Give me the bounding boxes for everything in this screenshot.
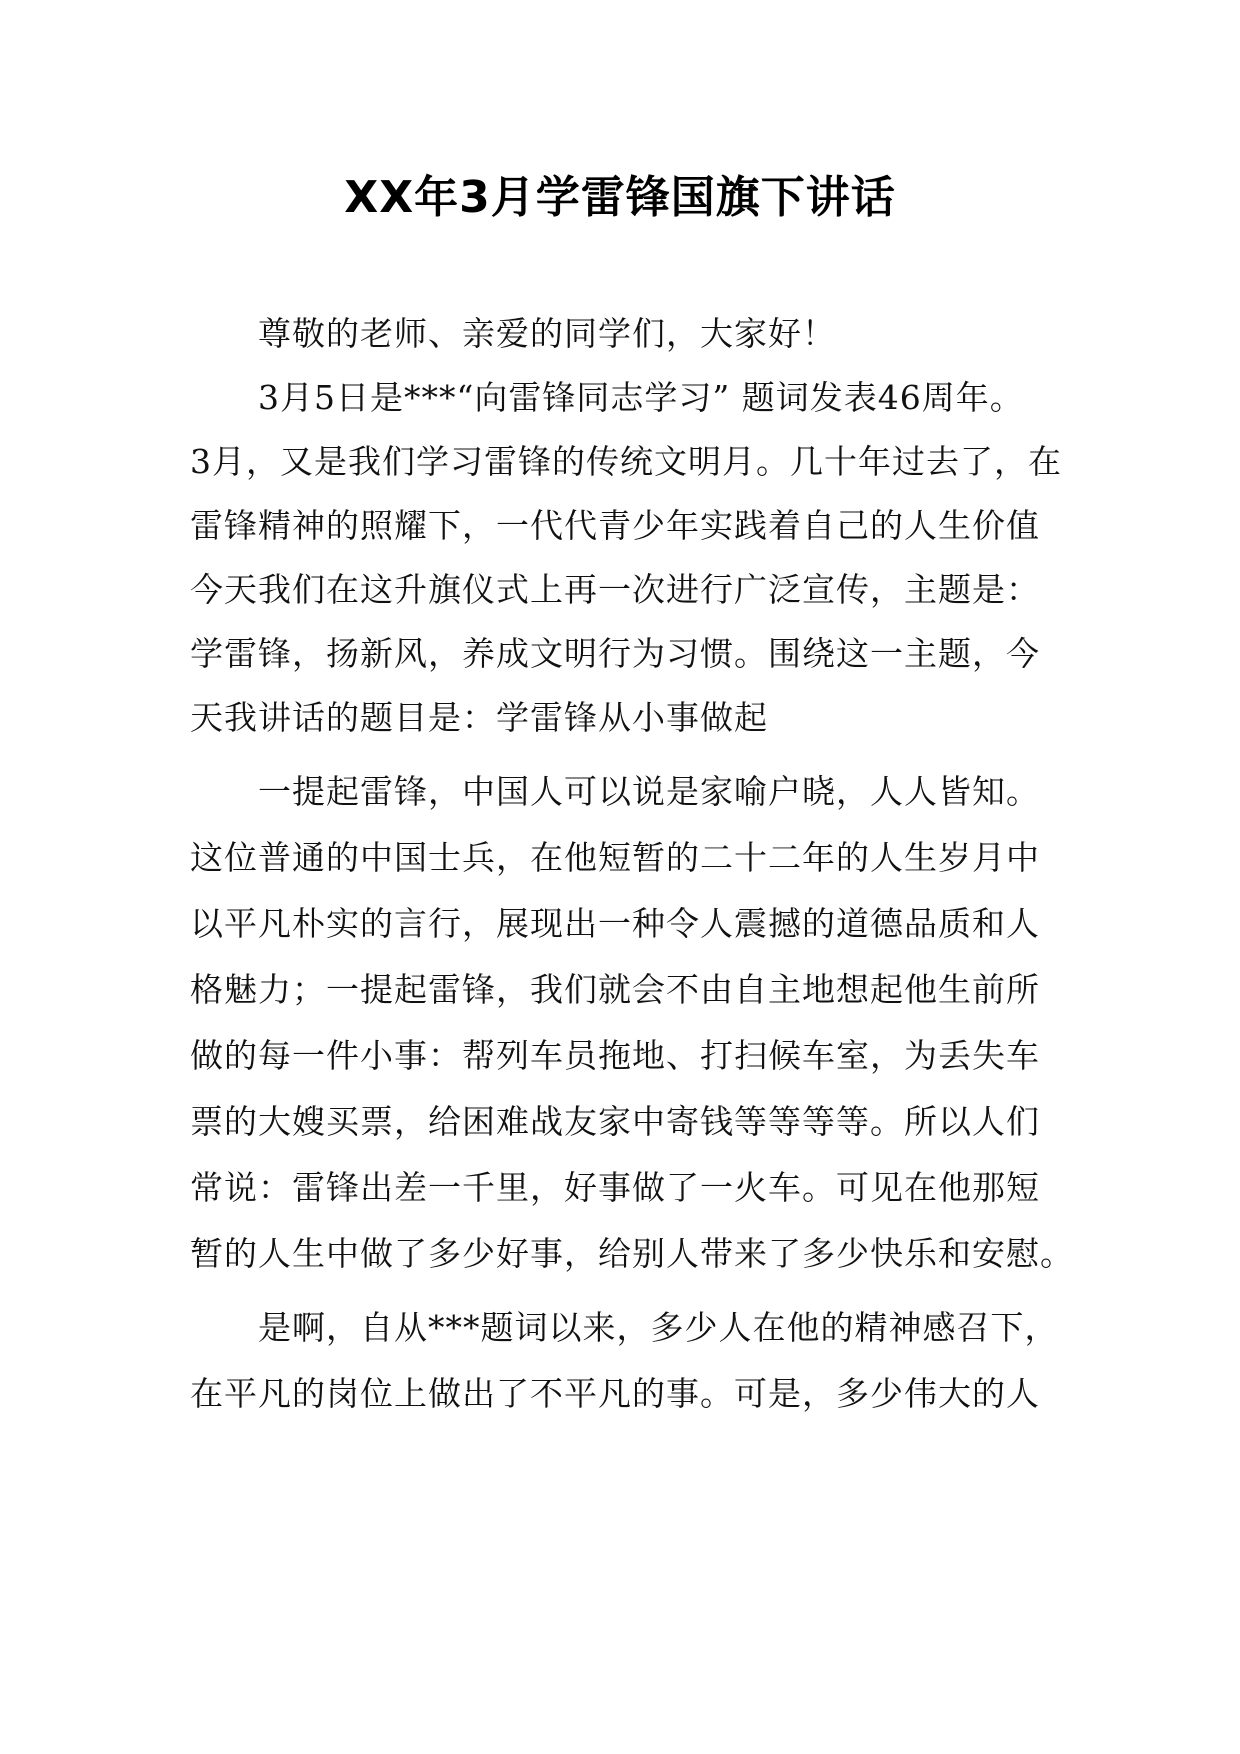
text-line: 票的大嫂买票，给困难战友家中寄钱等等等等。所以人们 — [190, 1102, 1040, 1141]
text-line: 尊敬的老师、亲爱的同学们，大家好！ — [258, 314, 836, 353]
text-line: 今天我们在这升旗仪式上再一次进行广泛宣传，主题是： — [190, 570, 1040, 609]
text-line: 雷锋精神的照耀下，一代代青少年实践着自己的人生价值 — [190, 506, 1040, 545]
document-title: XX年3月学雷锋国旗下讲话 — [344, 172, 896, 223]
text-line: 以平凡朴实的言行，展现出一种令人震撼的道德品质和人 — [190, 904, 1040, 943]
text-line: 3月，又是我们学习雷锋的传统文明月。几十年过去了，在 — [190, 442, 1062, 481]
text-line: 3月5日是***“向雷锋同志学习” 题词发表46周年。 — [258, 378, 1024, 417]
text-line: 这位普通的中国士兵，在他短暂的二十二年的人生岁月中 — [190, 838, 1040, 877]
text-line: 常说：雷锋出差一千里，好事做了一火车。可见在他那短 — [190, 1168, 1040, 1207]
text-line: 是啊，自从***题词以来，多少人在他的精神感召下， — [258, 1308, 1059, 1347]
text-line: 天我讲话的题目是：学雷锋从小事做起 — [190, 698, 768, 737]
text-line: 做的每一件小事：帮列车员拖地、打扫候车室，为丢失车 — [190, 1036, 1040, 1075]
text-line: 学雷锋，扬新风，养成文明行为习惯。围绕这一主题，今 — [190, 634, 1040, 673]
text-line: 在平凡的岗位上做出了不平凡的事。可是，多少伟大的人 — [190, 1374, 1040, 1413]
text-line: 一提起雷锋，中国人可以说是家喻户晓，人人皆知。 — [258, 772, 1040, 811]
text-line: 暂的人生中做了多少好事，给别人带来了多少快乐和安慰。 — [190, 1234, 1074, 1273]
text-line: 格魅力；一提起雷锋，我们就会不由自主地想起他生前所 — [190, 970, 1040, 1009]
